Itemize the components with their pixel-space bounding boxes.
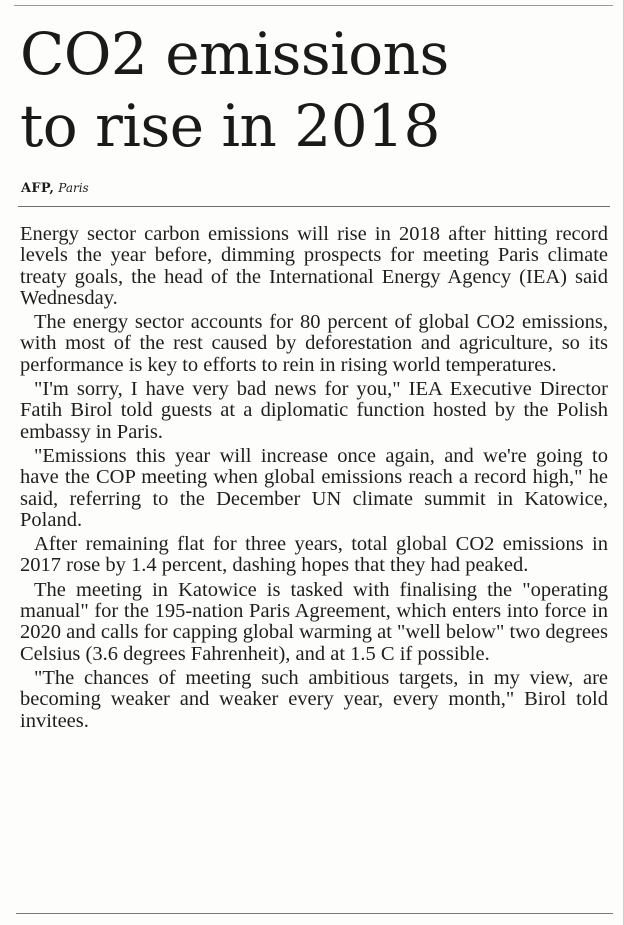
article-paragraph: "Emissions this year will increase once again, and we're going to have the COP meeting when global emissions reach a record high," he said, referring to the December UN climate summit in Katowice, Poland. (20, 444, 608, 531)
article-paragraph: The energy sector accounts for 80 percent of global CO2 emissions, with most of the rest caused by deforestation and agriculture, so its performance is key to efforts to rein in rising world temperatures. (20, 311, 608, 376)
article-body (20, 224, 608, 735)
byline (21, 180, 89, 197)
bottom-divider (16, 913, 613, 914)
article-paragraph: Energy sector carbon emissions will rise in 2018 after hitting record levels the year before, dimming prospects for meeting Paris climate treaty goals, the head of the International Energy Agency (IEA) said Wednesday. (20, 223, 608, 309)
byline-divider (18, 206, 610, 207)
headline-line-1: CO2 emissions (20, 20, 449, 88)
article-paragraph: After remaining flat for three years, total global CO2 emissions in 2017 rose by 1.4 percent, dashing hopes that they had peaked. (20, 533, 608, 577)
article-paragraph: "I'm sorry, I have very bad news for you," IEA Executive Director Fatih Birol told guests at a diplomatic function hosted by the Polish embassy in Paris. (20, 378, 608, 443)
top-divider (14, 5, 613, 6)
article-paragraph: The meeting in Katowice is tasked with finalising the "operating manual" for the 195-nation Paris Agreement, which enters into force in 2020 and calls for capping global warming at "well below" two degrees Celsius (3.6 degrees Fahrenheit), and at 1.5 C if possible. (20, 578, 608, 665)
byline-agency: AFP, (21, 181, 55, 196)
headline-line-2: to rise in 2018 (20, 92, 440, 160)
headline (20, 18, 610, 162)
byline-city: Paris (58, 181, 89, 195)
article-paragraph: "The chances of meeting such ambitious targets, in my view, are becoming weaker and weaker every year, every month," Birol told invitees. (20, 666, 608, 732)
